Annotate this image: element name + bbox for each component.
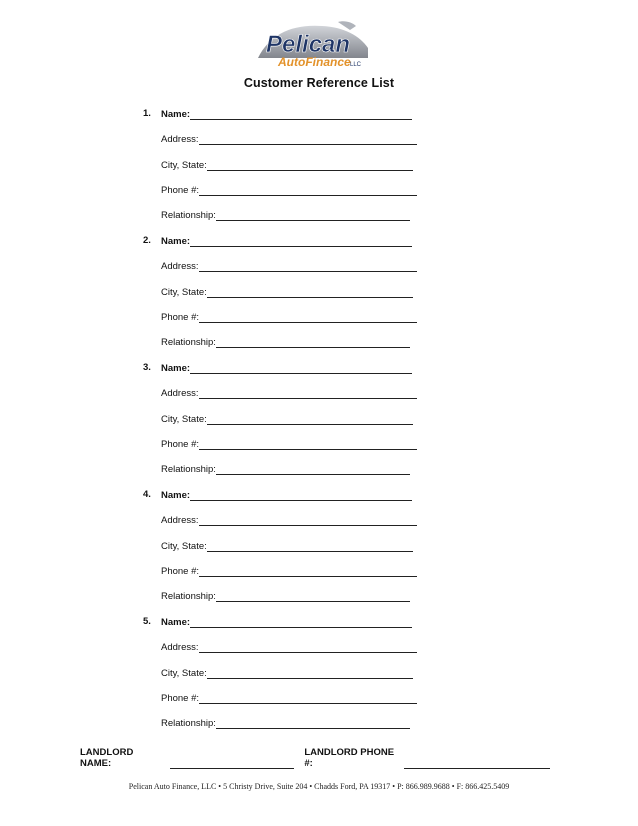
landlord-row: [80, 747, 550, 769]
address-label: Address:: [161, 134, 199, 146]
phone-label: Phone #:: [161, 438, 200, 450]
city-state-row: [161, 540, 413, 552]
phone-label: Phone #:: [161, 565, 200, 577]
phone-field[interactable]: [199, 566, 417, 577]
address-row: [161, 387, 417, 399]
relationship-row: [161, 590, 410, 602]
name-field[interactable]: [190, 490, 412, 501]
name-field[interactable]: [190, 363, 412, 374]
reference-number: 3.: [143, 362, 151, 373]
landlord-phone-field[interactable]: [404, 758, 550, 769]
landlord-name-field[interactable]: [170, 758, 295, 769]
city-state-field[interactable]: [207, 541, 413, 552]
relationship-field[interactable]: [216, 210, 410, 221]
name-row: [161, 108, 412, 120]
name-label: Name:: [161, 109, 191, 120]
landlord-name-label: LANDLORD NAME:: [80, 747, 134, 769]
footer-contact: Pelican Auto Finance, LLC • 5 Christy Drive, Suite 204 • Chadds Ford, PA 19317 • P: 866.989.9688 • F: 866.425.5409: [128, 782, 510, 791]
name-row: [161, 616, 412, 628]
city-state-row: [161, 667, 413, 679]
city-state-field[interactable]: [207, 160, 413, 171]
name-field[interactable]: [190, 109, 412, 120]
city-state-label: City, State:: [161, 286, 207, 298]
address-label: Address:: [161, 388, 199, 400]
address-label: Address:: [161, 261, 199, 273]
phone-row: [161, 565, 417, 577]
city-state-field[interactable]: [207, 287, 413, 298]
city-state-label: City, State:: [161, 540, 207, 552]
city-state-field[interactable]: [207, 668, 413, 679]
address-label: Address:: [161, 642, 199, 654]
logo-sub-text: AutoFinance: [278, 55, 351, 69]
address-row: [161, 133, 417, 145]
city-state-label: City, State:: [161, 413, 207, 425]
reference-number: 5.: [143, 616, 151, 627]
phone-label: Phone #:: [161, 692, 200, 704]
phone-row: [161, 184, 417, 196]
city-state-label: City, State:: [161, 667, 207, 679]
reference-number: 2.: [143, 235, 151, 246]
name-field[interactable]: [190, 617, 412, 628]
address-label: Address:: [161, 515, 199, 527]
logo-main-text: Pelican: [266, 31, 351, 58]
phone-label: Phone #:: [161, 311, 200, 323]
page-title: Customer Reference List: [243, 76, 395, 90]
relationship-label: Relationship:: [161, 210, 216, 222]
name-label: Name:: [161, 363, 191, 374]
phone-row: [161, 438, 417, 450]
name-label: Name:: [161, 236, 191, 247]
relationship-label: Relationship:: [161, 718, 216, 730]
phone-field[interactable]: [199, 439, 417, 450]
name-row: [161, 235, 412, 247]
city-state-row: [161, 159, 413, 171]
relationship-row: [161, 336, 410, 348]
phone-row: [161, 692, 417, 704]
relationship-label: Relationship:: [161, 464, 216, 476]
address-row: [161, 260, 417, 272]
phone-field[interactable]: [199, 185, 417, 196]
name-label: Name:: [161, 617, 191, 628]
name-row: [161, 362, 412, 374]
city-state-row: [161, 286, 413, 298]
name-row: [161, 489, 412, 501]
name-label: Name:: [161, 490, 191, 501]
address-field[interactable]: [199, 515, 417, 526]
address-row: [161, 641, 417, 653]
relationship-label: Relationship:: [161, 337, 216, 349]
address-field[interactable]: [199, 642, 417, 653]
pelican-logo: [252, 18, 374, 74]
phone-field[interactable]: [199, 312, 417, 323]
relationship-row: [161, 209, 410, 221]
city-state-label: City, State:: [161, 159, 207, 171]
address-field[interactable]: [199, 261, 417, 272]
relationship-field[interactable]: [216, 337, 410, 348]
phone-field[interactable]: [199, 693, 417, 704]
city-state-field[interactable]: [207, 414, 413, 425]
relationship-field[interactable]: [216, 591, 410, 602]
relationship-row: [161, 717, 410, 729]
relationship-label: Relationship:: [161, 591, 216, 603]
landlord-phone-label: LANDLORD PHONE #:: [304, 747, 395, 769]
name-field[interactable]: [190, 236, 412, 247]
relationship-field[interactable]: [216, 464, 410, 475]
address-field[interactable]: [199, 134, 417, 145]
city-state-row: [161, 413, 413, 425]
logo-llc-text: LLC: [350, 62, 362, 68]
relationship-field[interactable]: [216, 718, 410, 729]
relationship-row: [161, 463, 410, 475]
reference-number: 4.: [143, 489, 151, 500]
reference-number: 1.: [143, 108, 151, 119]
address-field[interactable]: [199, 388, 417, 399]
phone-row: [161, 311, 417, 323]
address-row: [161, 514, 417, 526]
phone-label: Phone #:: [161, 184, 200, 196]
